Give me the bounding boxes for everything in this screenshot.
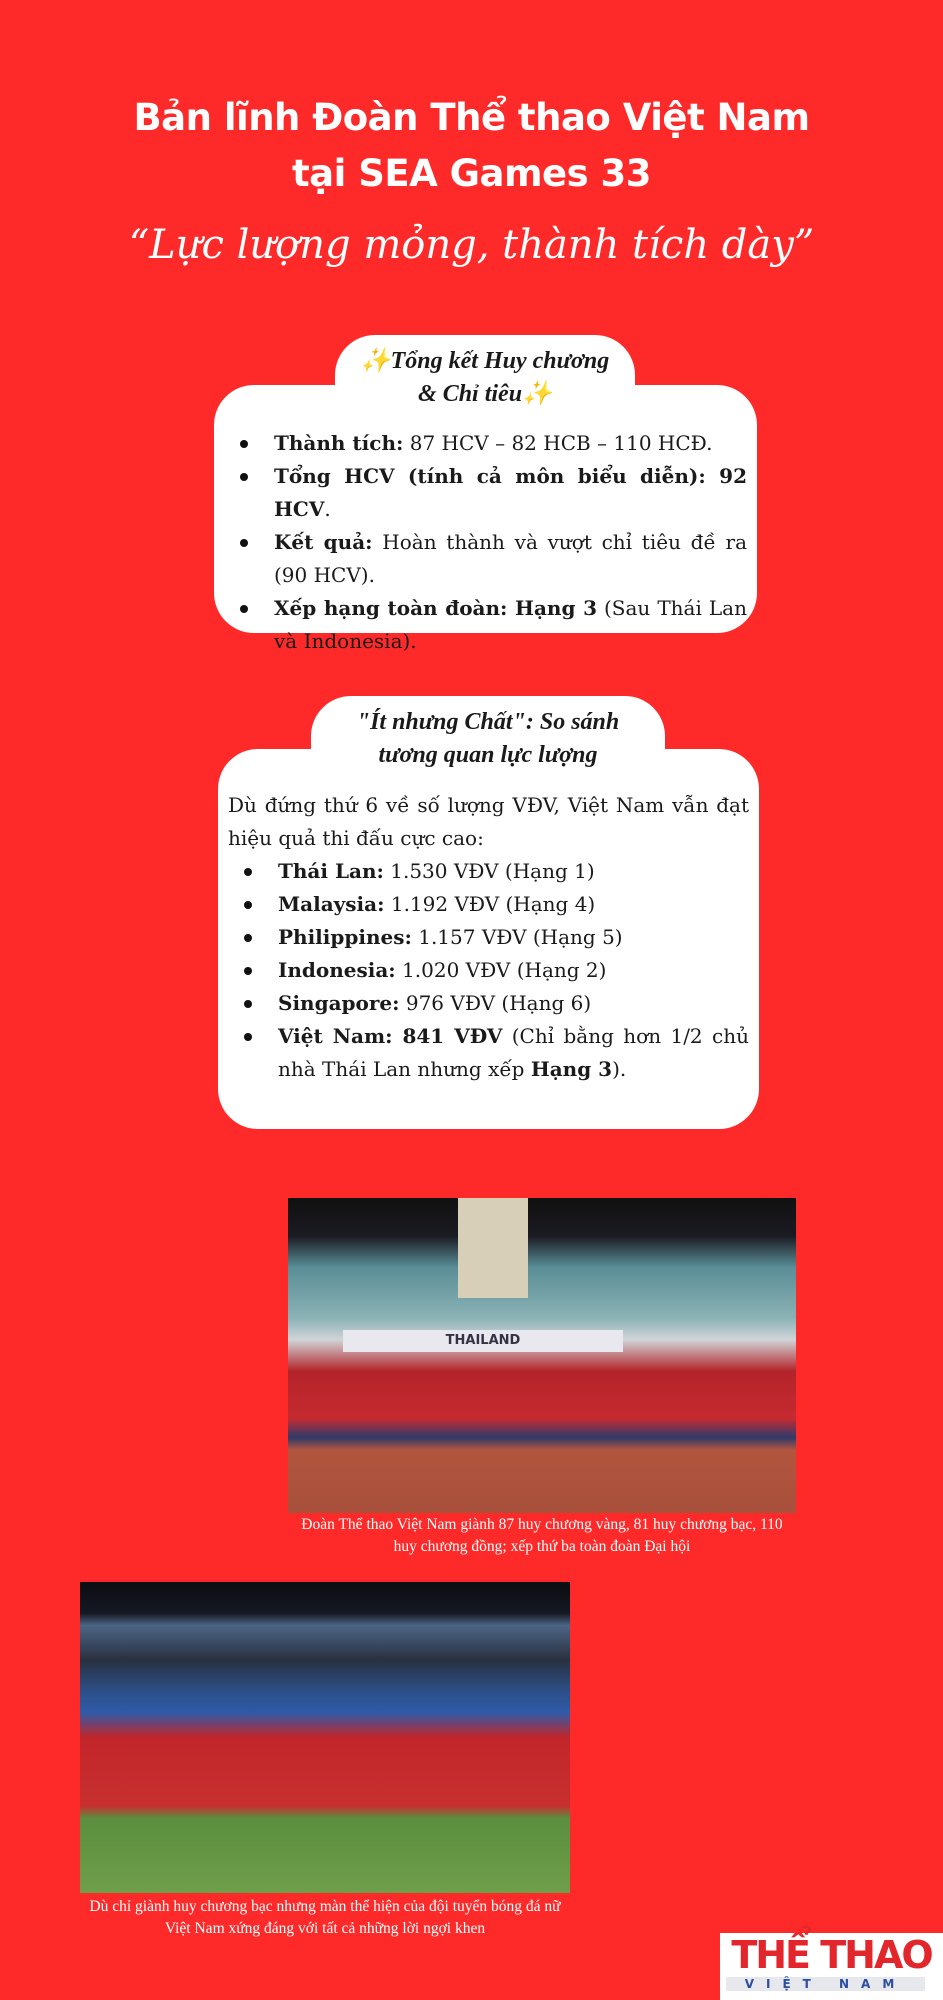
country-item: Indonesia: 1.020 VĐV (Hạng 2) [228,954,749,987]
summary-item: Thành tích: 87 HCV – 82 HCB – 110 HCĐ. [224,427,747,460]
photo-2-caption: Dù chỉ giành huy chương bạc nhưng màn thể hiện của đội tuyển bóng đá nữ Việt Nam xứng đáng với tất cả những lời ngợi khen [89,1898,561,1937]
subtitle: “Lực lượng mỏng, thành tích dày” [128,222,815,268]
summary-heading [335,335,635,415]
logo-text: THỂ THAO [731,1933,932,1977]
summary-item: Tổng HCV (tính cả môn biểu diễn): 92 HCV. [224,460,747,526]
title-line-2: tại SEA Games 33 [291,152,652,195]
the-thao-viet-nam-logo [720,1933,943,2000]
thailand-sign: THAILAND [343,1330,623,1352]
summary-card [214,385,757,653]
comparison-heading-line-1: "Ít nhưng Chất": So sánh [356,709,620,735]
comparison-card [218,749,759,1129]
summary-heading-line-2: & Chỉ tiêu✨ [418,381,552,407]
comparison-heading [311,696,665,776]
comparison-intro: Dù đứng thứ 6 về số lượng VĐV, Việt Nam vẫn đạt hiệu quả thi đấu cực cao: [228,793,749,850]
logo-subtext: VIỆT NAM [726,1977,925,1991]
country-item: Philippines: 1.157 VĐV (Hạng 5) [228,921,749,954]
country-item: Singapore: 976 VĐV (Hạng 6) [228,987,749,1020]
summary-item: Xếp hạng toàn đoàn: Hạng 3 (Sau Thái Lan và Indonesia). [224,592,747,658]
stadium-tower [458,1198,528,1298]
team-photo-2 [80,1582,570,1893]
comparison-heading-line-2: tương quan lực lượng [378,742,598,768]
summary-item: Kết quả: Hoàn thành và vượt chỉ tiêu đề ra (90 HCV). [224,526,747,592]
photo-1-caption: Đoàn Thể thao Việt Nam giành 87 huy chương vàng, 81 huy chương bạc, 110 huy chương đồng; xếp thứ ba toàn đoàn Đại hội [301,1516,783,1555]
country-item: Thái Lan: 1.530 VĐV (Hạng 1) [228,855,749,888]
team-photo-1 [288,1198,796,1513]
country-item-vietnam: Việt Nam: 841 VĐV (Chỉ bằng hơn 1/2 chủ nhà Thái Lan nhưng xếp Hạng 3). [228,1020,749,1086]
country-item: Malaysia: 1.192 VĐV (Hạng 4) [228,888,749,921]
summary-heading-line-1: ✨Tổng kết Huy chương [360,348,610,374]
title-line-1: Bản lĩnh Đoàn Thể thao Việt Nam [133,96,810,139]
